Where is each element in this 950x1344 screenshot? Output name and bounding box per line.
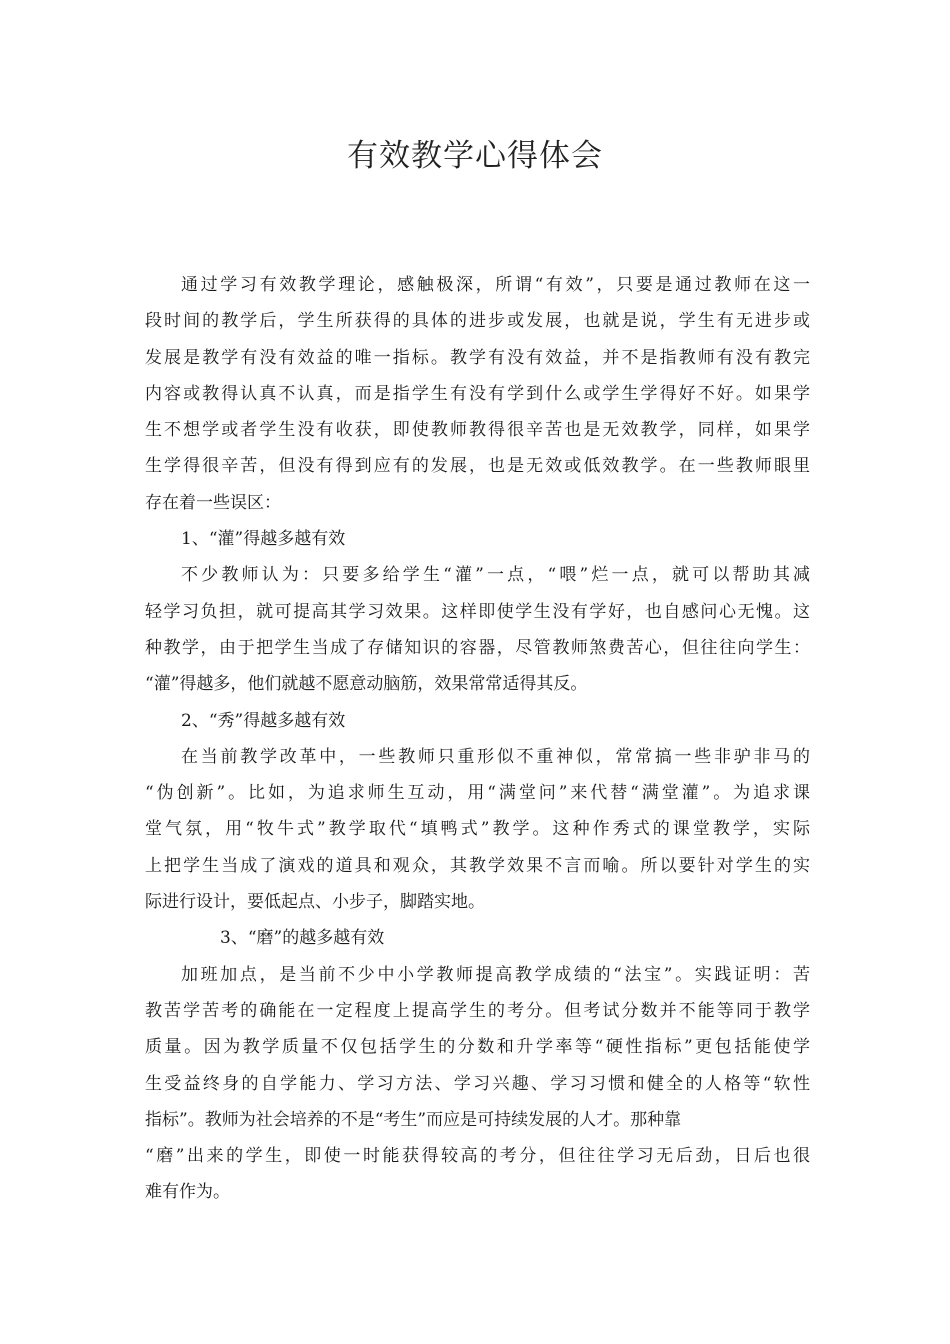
paragraph-line: 难有作为。 (145, 1182, 230, 1203)
paragraph-line: “伪创新”。比如，为追求师生互动，用“满堂问”来代替“满堂灌”。为追求课 (145, 783, 810, 804)
paragraph-line: 轻学习负担，就可提高其学习效果。这样即使学生没有学好，也自感问心无愧。这 (145, 601, 810, 622)
paragraph-line: 存在着一些误区： (145, 492, 281, 513)
paragraph-line: 在当前教学改革中，一些教师只重形似不重神似，常常搞一些非驴非马的 (181, 746, 810, 767)
paragraph-line: 堂气氛，用“牧牛式”教学取代“填鸭式”教学。这种作秀式的课堂教学，实际 (145, 819, 810, 840)
paragraph-line: “磨”出来的学生，即使一时能获得较高的考分，但往往学习无后劲，日后也很 (145, 1146, 810, 1167)
document-body (145, 267, 810, 1211)
paragraph-line: 教苦学苦考的确能在一定程度上提高学生的考分。但考试分数并不能等同于教学 (145, 1000, 810, 1021)
paragraph-line: 加班加点，是当前不少中小学教师提高教学成绩的“法宝”。实践证明：苦 (181, 964, 810, 985)
paragraph-line: 指标”。教师为社会培养的不是“考生”而应是可持续发展的人才。那种靠 (145, 1109, 682, 1130)
paragraph-line: 生学得很辛苦，但没有得到应有的发展，也是无效或低效教学。在一些教师眼里 (145, 456, 810, 477)
paragraph-line: 生不想学或者学生没有收获，即使教师教得很辛苦也是无效教学，同样，如果学 (145, 420, 810, 441)
paragraph-line: 质量。因为教学质量不仅包括学生的分数和升学率等“硬性指标”更包括能使学 (145, 1037, 810, 1058)
paragraph-line: 种教学，由于把学生当成了存储知识的容器，尽管教师煞费苦心，但往往向学生： (145, 637, 810, 658)
paragraph-line: “灌”得越多，他们就越不愿意动脑筋，效果常常适得其反。 (145, 674, 588, 695)
paragraph-line: 发展是教学有没有效益的唯一指标。教学有没有效益，并不是指教师有没有教完 (145, 347, 810, 368)
section-heading: 3、“磨”的越多越有效 (220, 928, 385, 949)
paragraph-line: 通过学习有效教学理论，感触极深，所谓“有效”，只要是通过教师在这一 (181, 275, 810, 295)
paragraph-line: 上把学生当成了演戏的道具和观众，其教学效果不言而喻。所以要针对学生的实 (145, 855, 810, 876)
paragraph-line: 际进行设计，要低起点、小步子，脚踏实地。 (145, 892, 485, 913)
document-title: 有效教学心得体会 (347, 138, 603, 174)
section-heading: 2、“秀”得越多越有效 (181, 710, 346, 731)
paragraph-line: 段时间的教学后，学生所获得的具体的进步或发展，也就是说，学生有无进步或 (145, 311, 810, 332)
paragraph-line: 生受益终身的自学能力、学习方法、学习兴趣、学习习惯和健全的人格等“软性 (145, 1073, 810, 1094)
paragraph-line: 内容或教得认真不认真，而是指学生有没有学到什么或学生学得好不好。如果学 (145, 383, 810, 404)
paragraph-line: 不少教师认为：只要多给学生“灌”一点，“喂”烂一点，就可以帮助其减 (181, 565, 810, 586)
section-heading: 1、“灌”得越多越有效 (181, 529, 346, 550)
